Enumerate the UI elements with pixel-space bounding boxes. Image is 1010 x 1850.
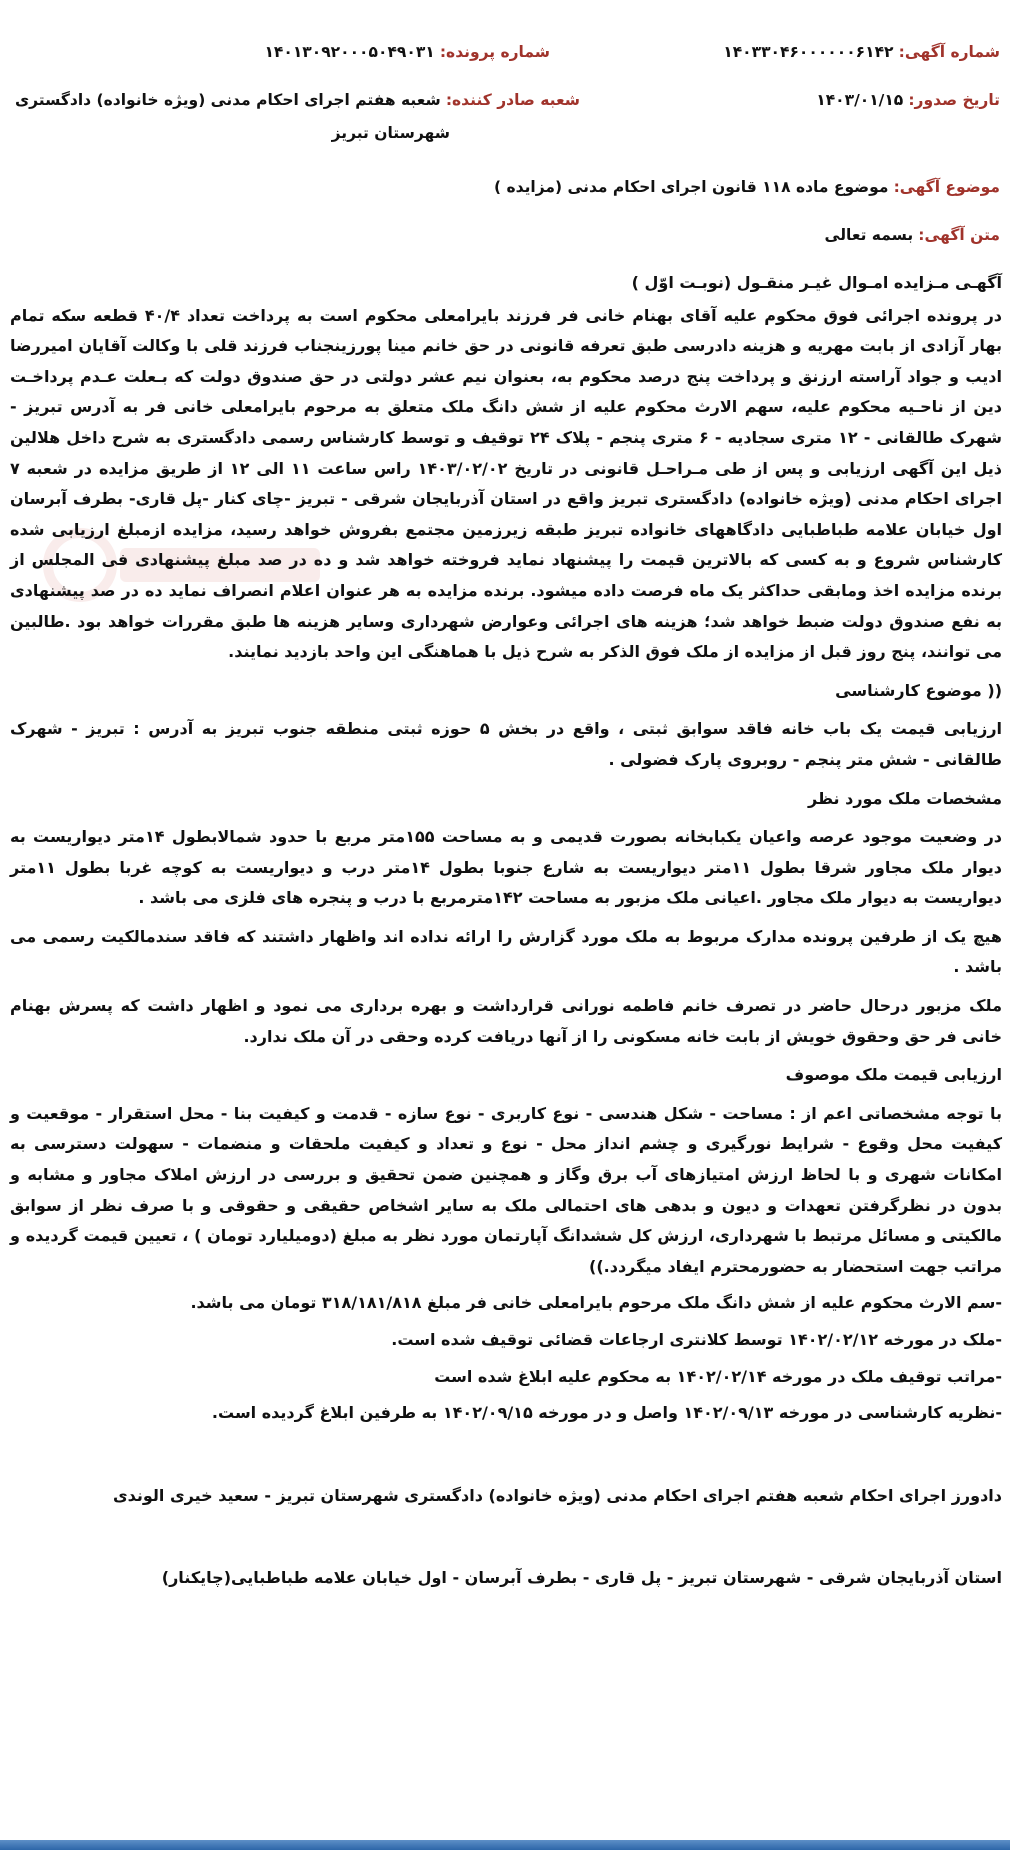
issue-date-field <box>816 90 1000 109</box>
address: استان آذربایجان شرقی - شهرستان تبریز - پل قاری - بطرف آبرسان - اول خیابان علامه طباطبایی(چایکنار) <box>161 1568 1002 1588</box>
issue-date-value: ۱۴۰۳/۰۱/۱۵ <box>816 91 904 109</box>
basmala: بسمه تعالی <box>824 226 914 244</box>
occupancy-paragraph: ملک مزبور درحال حاضر در تصرف خانم فاطمه نورانی قرارداشت و بهره برداری می نمود و اظهار داشت که پسرش بهنام خانی فر حق وحقوق خویش از بابت خانه مسکونی را از آنها دریافت کرده وحقی در آن ملک ندارد. <box>10 996 1002 1046</box>
notice-body <box>10 268 1002 1594</box>
specs-paragraph: در وضعیت موجود عرصه واعیان یکبابخانه بصورت قدیمی و به مساحت ۱۵۵متر مربع با حدود شمالابطول ۱۴متر دیواریست به دیوار ملک مجاور شرقا بطول ۱۱متر دیواریست به شارع جنوبا بطول ۱۴متر درب و دیواریست به کوچه غربا بطول ۱۱متر دیواریست به دیوار ملک مجاور .اعیانی ملک مزبور به مساحت ۱۴۲مترمربع با درب و پنجره های فلزی می باشد . <box>10 827 1003 908</box>
main-paragraph: در پرونده اجرائی فوق محکوم علیه آقای بهنام خانی فر فرزند بایرامعلی محکوم است به پرداخت تعداد ۴۰/۴ قطعه سکه تمام بهار آزادی از بابت مهریه و هزینه دادرسی طبق تعرفه قانونی در حق خانم مینا پورزینجناب فرزند قلی با وکالت آقایان امیررضا ادیب و جواد آراسته ارزنق و پرداخت پنج درصد محکوم به، بعنوان نیم عشر دولتی در حق صندوق دولت که بـعلت عـدم پرداخـت دین از ناحـیه محکوم علیه، سهم الارث محکوم علیه از شش دانگ ملک متعلق به مرحوم بایرامعلی خانی فر به آدرس تبریز - شهرک طالقانی - ۱۲ متری سجادیه - ۶ متری پنجم - پلاک ۲۴ توقیف و توسط کارشناس رسمی دادگستری به شرح داخل هلالین ذیل این آگهی ارزیابی و پس از طی مـراحـل قانونی در تاریخ ۱۴۰۳/۰۲/۰۲ راس ساعت ۱۱ الی ۱۲ از طریق مزایده در شعبه ۷ اجرای احکام مدنی (ویژه خانواده) دادگستری تبریز واقع در استان آذربایجان شرقی - تبریز -چای کنار -پل قاری- بطرف آبرسان اول خیابان علامه طباطبایی دادگاههای خانواده تبریز طبقه زیرزمین مجتمع بفروش خواهد رسید، مزایده ازمبلغ ارزیابی شده کارشناس شروع و به کسی که بالاترین قیمت را پیشنهاد نماید فروخته خواهد شد و ده در صد مبلغ پیشنهادی فی المجلس از برنده مزایده اخذ ومابقی حداکثر یک ماه فرصت داده میشود. برنده مزایده به هر عنوان اعلام انصراف نماید ده در صد پیشنهادی به نفع صندوق دولت ضبط خواهد شد؛ هزینه های اجرائی وعوارض شهرداری وسایر هزینه ها طبق مقررات خواهد بود .طالبین می توانند، پنج روز قبل از مزایده از ملک فوق الذکر به شرح ذیل با هماهنگی این واحد بازدید نمایند. <box>10 305 1003 662</box>
ad-number-label: شماره آگهی: <box>898 43 1000 61</box>
ad-number-field <box>723 42 1000 61</box>
issue-date-label: تاریخ صدور: <box>908 91 1000 109</box>
expert-heading: (( موضوع کارشناسی <box>835 680 1002 700</box>
auction-title: آگهـی مـزایده امـوال غیـر منقـول (نوبـت اوّل ) <box>631 273 1002 292</box>
note-item: -سم الارث محکوم علیه از شش دانگ ملک مرحوم بایرامعلی خانی فر مبلغ ۳۱۸/۱۸۱/۸۱۸ تومان می باشد. <box>190 1293 1002 1313</box>
text-field <box>825 225 1000 244</box>
issuer-value-line1: شعبه هفتم اجرای احکام مدنی (ویژه خانواده) دادگستری <box>14 91 441 109</box>
subject-value: موضوع ماده ۱۱۸ قانون اجرای احکام مدنی (مزایده ) <box>494 178 889 196</box>
subject-field <box>494 177 1000 196</box>
valuation-heading: ارزیابی قیمت ملک موصوف <box>785 1065 1002 1085</box>
valuation-paragraph: با توجه مشخصاتی اعم از : مساحت - شکل هندسی - نوع کاربری - نوع سازه - قدمت و کیفیت بنا - محل استقرار - موقعیت و کیفیت محل وقوع - شرایط نورگیری و چشم انداز محل - نوع و تعداد و کیفیت ملحقات و منضمات - سهولت دسترسی به امکانات شهری و با لحاظ ارزش امتیازهای آب برق وگاز و همچنین ضمن تحقیق و بررسی در ارزش املاک مجاور و مشابه و بدون در نظرگرفتن تعهدات و دیون و بدهی های احتمالی ملک به سایر اشخاص حقیقی و حقوقی و با صرف نظر از سوابق مالکیتی و مسائل مرتبط با شهرداری، ارزش کل ششدانگ آپارتمان مورد نظر به مبلغ (دومیلیارد تومان ) ، تعیین قیمت گردیده و مراتب جهت استحضار به حضورمحترم ایفاد میگردد.)) <box>10 1103 1002 1276</box>
subject-label: موضوع آگهی: <box>893 178 1000 196</box>
signature: دادورز اجرای احکام شعبه هفتم اجرای احکام مدنی (ویژه خانواده) دادگستری شهرستان تبریز - سعید خیری الوندی <box>112 1485 1002 1505</box>
issuer-label: شعبه صادر کننده: <box>445 91 580 109</box>
case-number-field <box>264 42 550 61</box>
issuer-value-line2: شهرستان تبریز <box>331 124 450 142</box>
documents-paragraph: هیچ یک از طرفین پرونده مدارک مربوط به ملک مورد گزارش را ارائه نداده اند واظهار داشتند که فاقد سندمالکیت رسمی می باشد . <box>10 926 1002 977</box>
issuer-field <box>15 90 580 109</box>
note-item: -نظریه کارشناسی در مورخه ۱۴۰۲/۰۹/۱۳ واصل و در مورخه ۱۴۰۲/۰۹/۱۵ به طرفین ابلاغ گردیده است. <box>211 1403 1002 1423</box>
specs-heading: مشخصات ملک مورد نظر <box>807 788 1002 808</box>
note-item: -مراتب توقیف ملک در مورخه ۱۴۰۲/۰۲/۱۴ به محکوم علیه ابلاغ شده است <box>434 1366 1002 1386</box>
ad-number-value: ۱۴۰۳۳۰۴۶۰۰۰۰۰۰۶۱۴۲ <box>723 43 894 61</box>
note-item: -ملک در مورخه ۱۴۰۲/۰۲/۱۲ توسط کلانتری ارجاعات قضائی توقیف شده است. <box>391 1330 1002 1349</box>
case-number-label: شماره پرونده: <box>439 43 550 61</box>
case-number-value: ۱۴۰۱۳۰۹۲۰۰۰۵۰۴۹۰۳۱ <box>264 43 435 61</box>
text-label: متن آگهی: <box>918 226 1000 244</box>
bottom-bar <box>0 1840 1010 1850</box>
expert-paragraph: ارزیابی قیمت یک باب خانه فاقد سوابق ثبتی ، واقع در بخش ۵ حوزه ثبتی منطقه جنوب تبریز به آدرس : تبریز - شهرک طالقانی - شش متر پنجم - روبروی پارک فضولی . <box>10 719 1003 769</box>
